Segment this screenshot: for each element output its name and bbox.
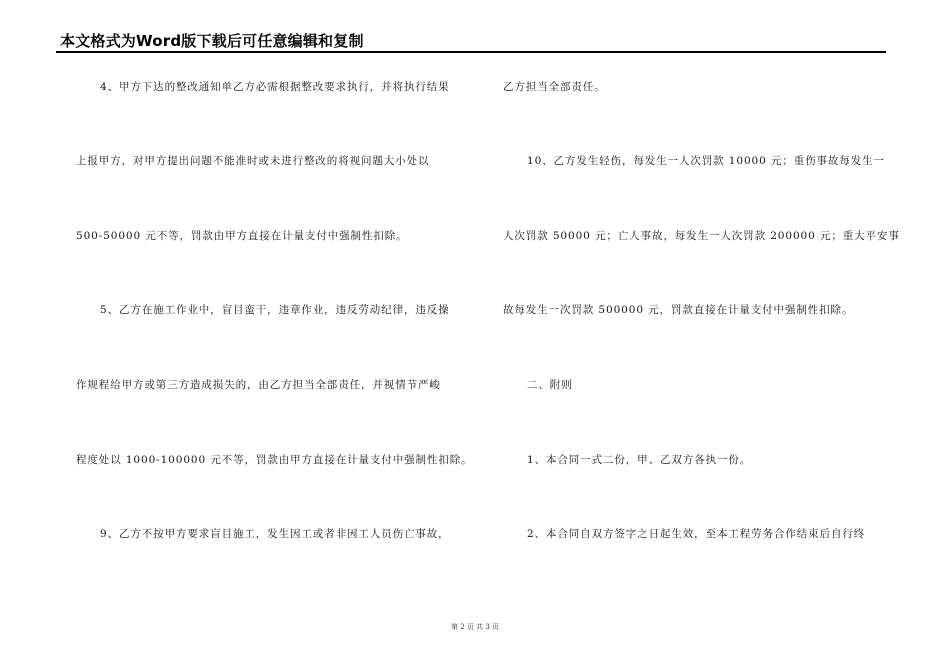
document-header: 本文格式为Word版下载后可任意编辑和复制	[60, 32, 364, 50]
left-line-3: 500-50000 元不等，罚款由甲方直接在计量支付中强制性扣除。	[76, 230, 408, 242]
right-line-3: 人次罚款 50000 元；亡人事故，每发生一人次罚款 200000 元；重大平安事	[503, 230, 900, 242]
left-line-4: 5、乙方在施工作业中，盲目蛮干，违章作业，违反劳动纪律，违反操	[100, 304, 450, 316]
left-line-7: 9、乙方不按甲方要求盲目施工，发生因工或者非因工人员伤亡事故，	[100, 528, 450, 540]
page-number: 第 2 页 共 3 页	[450, 623, 500, 631]
left-line-5: 作规程给甲方或第三方造成损失的，由乙方担当全部责任，并视情节严峻	[76, 379, 441, 391]
right-line-1: 乙方担当全部责任。	[503, 81, 606, 93]
left-line-6: 程度处以 1000-100000 元不等，罚款由甲方直接在计量支付中强制性扣除。	[76, 454, 473, 466]
left-line-1: 4、甲方下达的整改通知单乙方必需根据整改要求执行，并将执行结果	[100, 81, 450, 93]
right-line-6: 1、本合同一式二份，甲、乙双方各执一份。	[527, 454, 752, 466]
header-divider	[56, 51, 886, 53]
section-heading-appendix: 二、附则	[527, 379, 573, 391]
left-line-2: 上报甲方，对甲方提出问题不能准时或未进行整改的将视问题大小处以	[76, 155, 430, 167]
right-line-2: 10、乙方发生轻伤，每发生一人次罚款 10000 元；重伤事故每发生一	[527, 155, 885, 167]
right-line-4: 故每发生一次罚款 500000 元，罚款直接在计量支付中强制性扣除。	[503, 304, 854, 316]
right-line-7: 2、本合同自双方签字之日起生效，至本工程劳务合作结束后自行终	[527, 528, 866, 540]
